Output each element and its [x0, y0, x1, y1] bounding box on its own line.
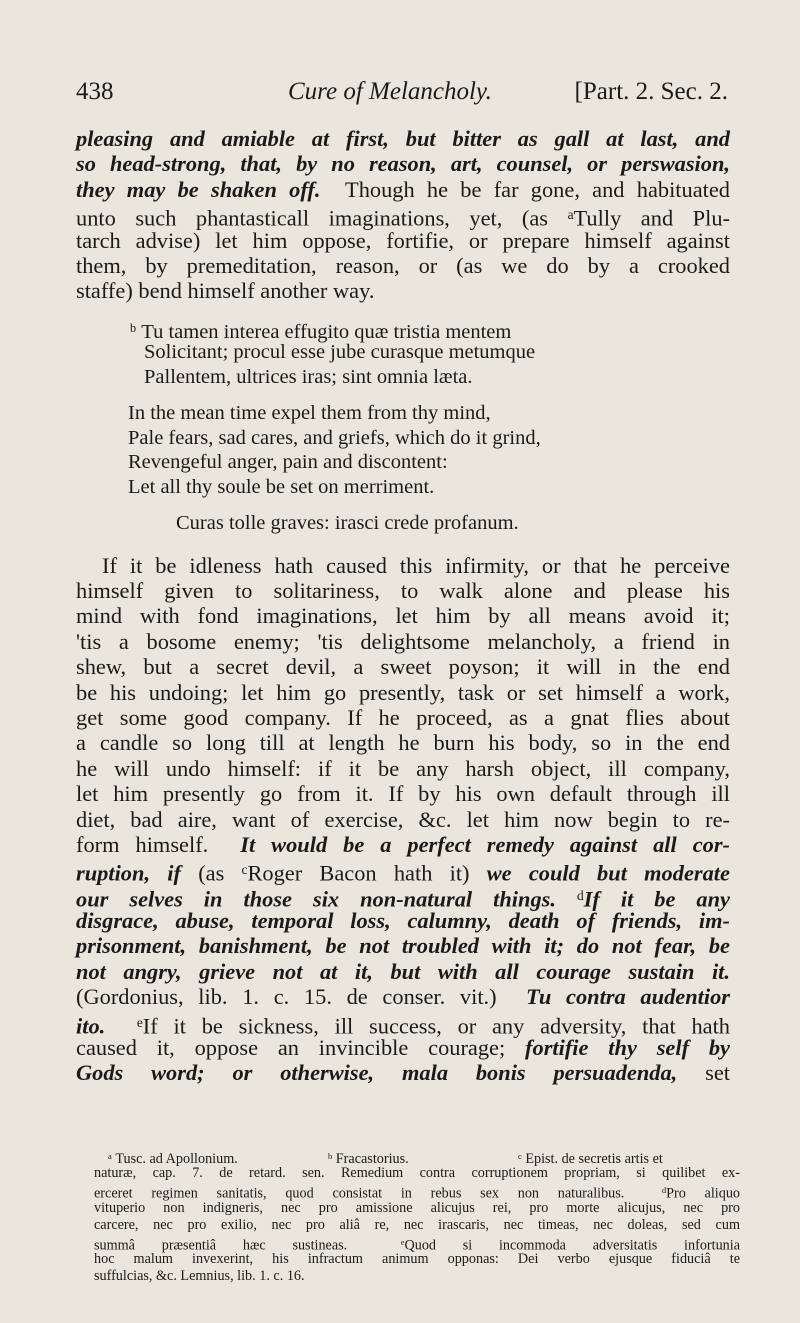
text-line: diet, bad aire, want of exercise, &c. let him now begin to re- — [76, 806, 730, 832]
spacer — [76, 304, 730, 316]
footnote-line: suffulcias, &c. Lemnius, lib. 1. c. 16. — [94, 1268, 305, 1285]
footnote-marker: d — [576, 887, 584, 903]
text-italic: fortifie thy self by — [525, 1035, 730, 1061]
text-italic: Gods word; or otherwise, mala bonis persuadenda, — [76, 1060, 678, 1086]
text-line: not angry, grieve not at it, but with all courage sustain it. — [76, 958, 730, 984]
text-italic: ruption, — [76, 861, 151, 887]
footnote-marker: e — [136, 1014, 143, 1030]
text-span: caused it, oppose an invincible courage; — [76, 1035, 506, 1061]
footnote-line: hoc malum invexerint, his infractum animum opponas: Dei verbo ejusque fiduciâ te — [94, 1251, 740, 1268]
running-title: Cure of Melancholy. — [288, 78, 492, 105]
verse-text: Tu tamen interea effugito quæ tristia mentem — [141, 320, 512, 343]
text-span: set — [705, 1060, 730, 1086]
text-italic: If it be any — [583, 886, 730, 912]
footnote-line — [108, 1148, 740, 1168]
section-label: [Part. 2. Sec. 2. — [574, 78, 728, 105]
text-line: 'tis a bosome enemy; 'tis delightsome melancholy, a friend in — [76, 628, 730, 654]
footnotes — [94, 1148, 740, 1286]
text-line — [76, 202, 730, 231]
english-verse — [128, 401, 730, 499]
quotation-line: Curas tolle graves: irasci crede profanum. — [176, 512, 519, 535]
text-italic: if — [167, 861, 181, 887]
footnote-marker: c — [241, 862, 248, 878]
footnote-b: $^b$ Fracastorius. — [328, 1151, 409, 1168]
text-italic: our selves in those six non-natural things. — [76, 886, 556, 912]
footnote-line: naturæ, cap. 7. de retard. sen. Remedium contra corruptionem propriam, si quilibet ex- — [94, 1165, 740, 1182]
text-italic: It would be a perfect remedy against all cor- — [240, 831, 730, 857]
footnote-text: Quod si incommoda adversitatis infortunia — [404, 1237, 741, 1254]
body-text — [76, 126, 730, 1086]
text-line — [76, 832, 730, 857]
spacer — [76, 499, 730, 511]
footnote-text: summâ præsentiâ hæc sustineas. — [94, 1237, 348, 1254]
text-line: disgrace, abuse, temporal loss, calumny, death of friends, im- — [76, 908, 730, 934]
footnote-line — [94, 1234, 741, 1254]
text-line: get some good company. If he proceed, as a gnat flies about — [76, 704, 730, 730]
text-span: (Gordonius, lib. 1. c. 15. de conser. vit.) — [76, 984, 497, 1010]
text-span: Though he be far gone, and habituated — [345, 176, 731, 202]
text-line — [76, 857, 730, 887]
footnote-marker: e — [400, 1236, 405, 1247]
footnote-c: $^c$ Epist. de secretis artis et — [518, 1151, 663, 1168]
text-italic: we could but moderate — [486, 861, 730, 887]
footnote-line: carcere, nec pro exilio, nec pro aliâ re, nec irascaris, nec timeas, nec doleas, sed cum — [94, 1216, 740, 1233]
footnote-marker: a — [567, 207, 574, 223]
text-line — [76, 1035, 730, 1060]
footnote-text: Pro aliquo — [666, 1185, 741, 1202]
text-line: let him presently go from it. If by his own default through ill — [76, 781, 730, 807]
text-line: shew, but a secret devil, a sweet poyson; it will in the end — [76, 654, 730, 680]
verse-line: Revengeful anger, pain and discontent: — [128, 451, 448, 474]
verse-line: Solicitant; procul esse jube curasque metumque — [144, 341, 536, 364]
verse-line — [130, 316, 730, 341]
text-line: a candle so long till at length he burn his body, so in the end — [76, 730, 730, 756]
text-italic: Tu contra audentior — [526, 984, 730, 1010]
text-span: Roger Bacon hath it) — [247, 861, 470, 887]
text-line — [76, 883, 730, 912]
footnote-b-text: Fracastorius. — [335, 1151, 409, 1168]
text-line: tarch advise) let him oppose, fortifie, or prepare himself against — [76, 227, 730, 253]
footnote-line: vituperio non indigneris, nec pro amissione alicujus rei, pro morte alicujus, nec pro — [94, 1199, 740, 1216]
page-number: 438 — [76, 78, 114, 105]
footnote-a-text: Tusc. ad Apollonium. — [115, 1151, 238, 1168]
footnote-line — [94, 1182, 741, 1202]
verse-line: Let all thy soule be set on merriment. — [128, 475, 435, 498]
text-line: himself given to solitariness, to walk alone and please his — [76, 578, 730, 604]
text-line — [76, 1010, 730, 1039]
text-line: he will undo himself: if it be any harsh object, ill company, — [76, 755, 730, 781]
footnote-marker: b — [130, 320, 137, 335]
verse-line: Pale fears, sad cares, and griefs, which do it grind, — [128, 426, 541, 449]
spacer — [76, 389, 730, 401]
text-span: (as — [198, 861, 225, 887]
text-span: If it be sickness, ill success, or any adversity, that hath — [142, 1013, 730, 1039]
text-italic: they may be shaken off. — [76, 176, 321, 202]
text-line: staffe) bend himself another way. — [76, 278, 375, 304]
text-line — [76, 1060, 730, 1085]
text-line: so head-strong, that, by no reason, art, counsel, or perswasion, — [76, 151, 730, 177]
text-italic: ito. — [76, 1013, 106, 1039]
verse-line: Pallentem, ultrices iras; sint omnia læta. — [144, 365, 473, 388]
latin-verse — [130, 316, 730, 390]
text-line: If it be idleness hath caused this infirmity, or that he perceive — [102, 552, 730, 578]
footnote-c-text: Epist. de secretis artis et — [525, 1151, 663, 1168]
text-line: be his undoing; let him go presently, task or set himself a work, — [76, 679, 730, 705]
footnote-text: erceret regimen sanitatis, quod consistat in rebus sex non naturalibus. — [94, 1185, 625, 1202]
text-span: form himself. — [76, 831, 209, 857]
text-span: unto such phantasticall imaginations, yet, (as — [76, 205, 549, 231]
text-line — [76, 984, 730, 1009]
text-line: prisonment, banishment, be not troubled with it; do not fear, be — [76, 933, 730, 959]
text-line: mind with fond imaginations, let him by all means avoid it; — [76, 603, 730, 629]
verse-line: In the mean time expel them from thy mind, — [128, 402, 491, 425]
footnote-marker: d — [661, 1185, 667, 1196]
text-span: Tully and Plu- — [573, 205, 730, 231]
spacer — [76, 537, 730, 553]
running-header — [76, 78, 728, 118]
text-line: them, by premeditation, reason, or (as we do by a crooked — [76, 252, 730, 278]
text-line: pleasing and amiable at first, but bitter as gall at last, and — [76, 126, 730, 151]
text-line — [76, 177, 730, 202]
footnote-a: $^a$ Tusc. ad Apollonium. — [108, 1151, 238, 1168]
